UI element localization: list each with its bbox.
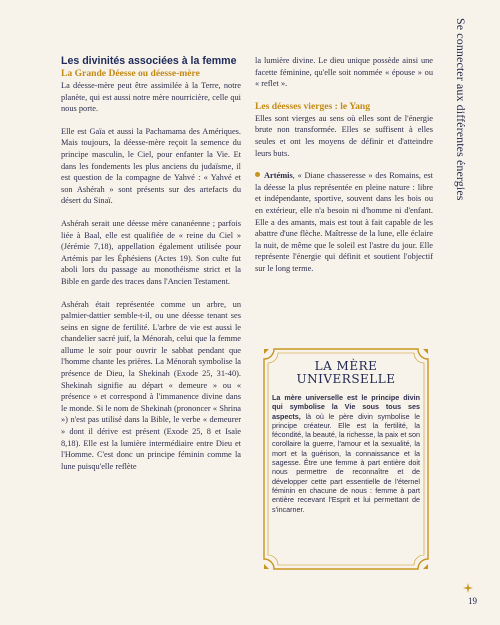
bullet-dot-icon [255, 172, 260, 177]
paragraph: La déesse-mère peut être assimilée à la Terre, notre planète, qui est aussi notre mère nourricière, celle qui nous porte. [61, 81, 241, 114]
bullet-item [255, 170, 433, 274]
box-title-line: UNIVERSELLE [296, 372, 396, 386]
box-title-line: LA MÈRE [314, 359, 378, 373]
section-heading: Les divinités associées à la femme [61, 55, 237, 67]
chapter-side-title: Se connecter aux différentes énergies [454, 18, 468, 201]
page-number: 19 [468, 596, 477, 606]
paragraph: Elle est Gaïa et aussi la Pachamama des Amériques. Mais toujours, la déesse-mère reçoit la semence du principe masculin, le Ciel, pour enfanter la Vie. Et dans les fondements les plus anciens du judaïsme, il est question de la compagne de Yahvé : « Yahvé et son Ashérah » sont présents sur des artefacts du désert du Sinaï. [61, 126, 241, 206]
paragraph: Ashérah serait une déesse mère cananéenne ; parfois liée à Baal, elle est qualifiée de « reine du Ciel » (Jérémie 7,18), appellation également utilisée pour Artémis par les Éphésiens (Actes 19). Son culte fut aboli lors du passage au monothéisme strict et la Bible en garde des traces dans l'Ancien Testament. [61, 218, 241, 286]
bullet-term: Artémis [264, 171, 293, 181]
right-column [255, 55, 433, 275]
info-box [260, 345, 432, 573]
paragraph: la lumière divine. Le dieu unique possède ainsi une facette féminine, qu'elle soit nommée « épouse » ou « reflet ». [255, 56, 433, 89]
section-subheading: Les déesses vierges : le Yang [255, 100, 371, 112]
box-title [260, 360, 432, 386]
box-lead: La mère universelle est le principe divin qui symbolise la Vie sous tous ses aspects, [272, 393, 420, 421]
paragraph: Elles sont vierges au sens où elles sont de l'énergie brute non transformée. Elles se suffisent à elles seules et ont les moyens de définir et d'atteindre leurs buts. [255, 113, 433, 158]
bullet-text: , « Diane chasseresse » des Romains, est la déesse la plus représentée en pleine nature : libre et indépendante, sportive, souvent dans les bois ou en extérieur, elle n'a besoin ni d'homme ni d'enfant. Elle a des amants, mais est tout à fait capable de les abattre d'une flèche. Maîtresse de la lune, elle éclaire la nuit, de même que le soleil est l'astre du jour. Elle représente l'énergie qui définit et soutient l'objectif sur le long terme. [255, 171, 433, 273]
box-text: là où le père divin symbolise le principe créateur. Elle est la fertilité, la fécondité, la beauté, la richesse, la paix et son corollaire la guerre, l'amour et la sexualité, la mort et la guérison, la connaissance et la sagesse. Être une femme à part entière doit nous permettre de reconnaître et de développer cette part essentielle de l'éternel féminin en chacune de nous : femme à part entière recevant l'Esprit et lui permettant de s'incarner. [272, 411, 420, 514]
section-subheading: La Grande Déesse ou déesse-mère [61, 68, 200, 79]
paragraph: Ashérah était représentée comme un arbre, un palmier-dattier semble-t-il, ou une déesse tenant ses seins en signe de fertilité. L'arbre de vie est aussi le chandelier sacré juif, la Ménorah, celui que la femme allume le soir pour ouvrir le sabbat pendant que l'homme chante les prières. La Ménorah symbolise la présence de Dieu, la Shekinah (Exode 25, 31-40). Shekinah signifie au départ « demeure » ou « présence » et correspond à l'immanence divine dans le monde. Si le nom de Shekinah (prononcer « Shrina ») n'est pas utilisé dans la Bible, le verbe « demeurer » dont il dérive est présent (Exode 25, 8 et Isaïe 8,18). Elle est la lumière intermédiaire entre Dieu et l'Homme. C'est donc un principe féminin comme la lune puisqu'elle reflète [61, 299, 241, 471]
sparkle-icon [463, 583, 473, 593]
left-column [61, 55, 241, 472]
box-body [272, 393, 420, 514]
